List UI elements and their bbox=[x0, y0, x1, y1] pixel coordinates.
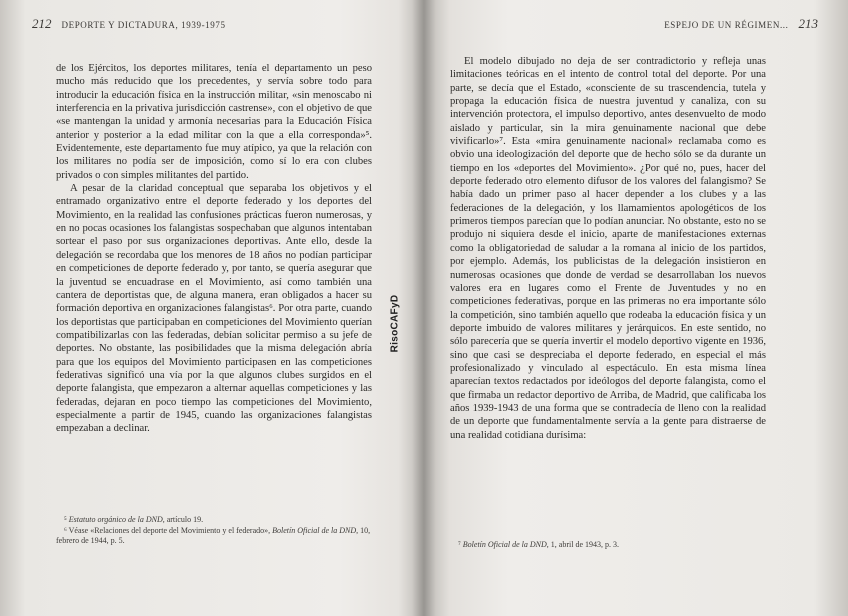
left-head-title: DEPORTE Y DICTADURA, 1939-1975 bbox=[61, 20, 226, 30]
stamp-text: RisoCAFyD bbox=[389, 294, 401, 352]
left-body-text bbox=[56, 62, 372, 436]
footnote-6: ⁶ Véase «Relaciones del deporte del Movimiento y el federado», Boletín Oficial de la DND, 10, febrero de 1944, p. 5. bbox=[56, 526, 371, 545]
footnote-5: ⁵ Estatuto orgánico de la DND, artículo 19. bbox=[64, 515, 204, 524]
right-footnotes bbox=[450, 540, 766, 551]
right-running-head bbox=[664, 16, 818, 32]
right-paragraph-1: El modelo dibujado no deja de ser contradictorio y refleja unas limitaciones teóricas en el intento de control total del deporte. Por una parte, se decía que el Estado, «consciente de su trascendencia, tutela y propaga la educación física de nuestra juventud y canaliza, con su intervención protectora, el impulso deportivo, antes desenvuelto de modo aislado y particular, sin la mira genuinamente nacional que debe vivificarlo»⁷. Esta «mira genuinamente nacional» reclamaba como es obvio una ideologización del deporte que de hecho sólo se da durante un tiempo en los «deportes del Movimiento». ¿Por qué no, pues, hacer del deporte federado otro elemento difusor de los valores del falangismo? Se había dado un primer paso al hacer depender a los clubes y a las federaciones de la delegación, y los llamamientos apologéticos de los primeros tiempos parecían que lo podían anunciar. No obstante, esto no se produjo ni siquiera desde el inicio, aparte de manifestaciones externas como la obligatoriedad de saludar a la romana al inicio de los partidos, por ejemplo. Además, los publicistas de la delegación insistieron en numerosas ocasiones que donde de verdad se desarrollaban los nuevos valores era en lugares como el Frente de Juventudes y no en competiciones federativas, porque en las primeras no era importante sólo la competición, sino también aquello que rodeaba la educación física y un deporte imbuido de valores militares y jerárquicos. En este sentido, no sólo parecería que se quería invertir el modelo deportivo vigente en 1936, sino que casi se despreciaba el deporte federado, en especial el más profesionalizado y vinculado al espectáculo. En esta misma línea aparecían textos redactados por ideólogos del deporte falangista, como el que firmaba un redactor deportivo de Arriba, de Madrid, que calificaba los años 1939-1943 de una forma que se contradecía de lleno con la realidad de un deporte que fundamentalmente servía a la gente para distraerse de una realidad cotidiana durísima: bbox=[450, 56, 766, 441]
library-stamp bbox=[388, 288, 402, 358]
footnote-7: ⁷ Boletín Oficial de la DND, 1, abril de 1943, p. 3. bbox=[458, 540, 620, 549]
left-footnotes bbox=[56, 515, 372, 547]
left-paragraph-2: A pesar de la claridad conceptual que separaba los objetivos y el entramado organizativo entre el deporte federado y los deportes del Movimiento, en la realidad las confusiones prácticas fueron numerosas, y en no pocas ocasiones los falangistas sospechaban que algunos intentaban sortear el paso por sus organizaciones deportivas. Ante ello, desde la delegación se recordaba que los menores de 18 años no podían participar en competiciones de deporte federado y, por tanto, se quería asegurar que la juventud se encuadrase en el Movimiento, así como también una cantera de deportistas que, de alguna manera, eran obligados a hacer su formación deportiva en organizaciones falangistas⁶. Por otra parte, cuando los deportistas que participaban en competiciones del Movimiento querían compatibilizarlas con las federadas, debían solicitar permiso a su jefe de deportes. No obstante, las posibilidades que la misma delegación abría para que los equipos del Movimiento participasen en las competiciones federativas significó una vía por la que algunos clubes surgidos en el deporte falangista, que empezaron a alternar aquellas competiciones y las federadas, dejaran en poco tiempo las competiciones del Movimiento, especialmente a partir de 1945, cuando las organizaciones falangistas empezaban a declinar. bbox=[56, 183, 372, 435]
left-paragraph-1: de los Ejércitos, los deportes militares, tenía el departamento un peso mucho más reducido que los precedentes, y servía sobre todo para introducir la educación física en la instrucción militar, «sin menoscabo ni interferencia en la privativa jurisdicción castrense», con el objetivo de que «se mantengan la unidad y armonía necesarias para la Educación Física anterior y posterior a la edad militar con la que a ella corresponda»⁵. Evidentemente, este departamento fue muy atípico, ya que la relación con los militares no podía ser de imposición, como sí lo era con clubes privados o con simples militantes del partido. bbox=[56, 63, 372, 181]
left-page-number: 212 bbox=[32, 16, 52, 31]
right-page bbox=[424, 0, 848, 616]
right-body-text bbox=[450, 55, 766, 442]
right-page-number: 213 bbox=[798, 16, 818, 31]
left-running-head bbox=[32, 16, 226, 32]
right-head-title: ESPEJO DE UN RÉGIMEN... bbox=[664, 20, 789, 30]
